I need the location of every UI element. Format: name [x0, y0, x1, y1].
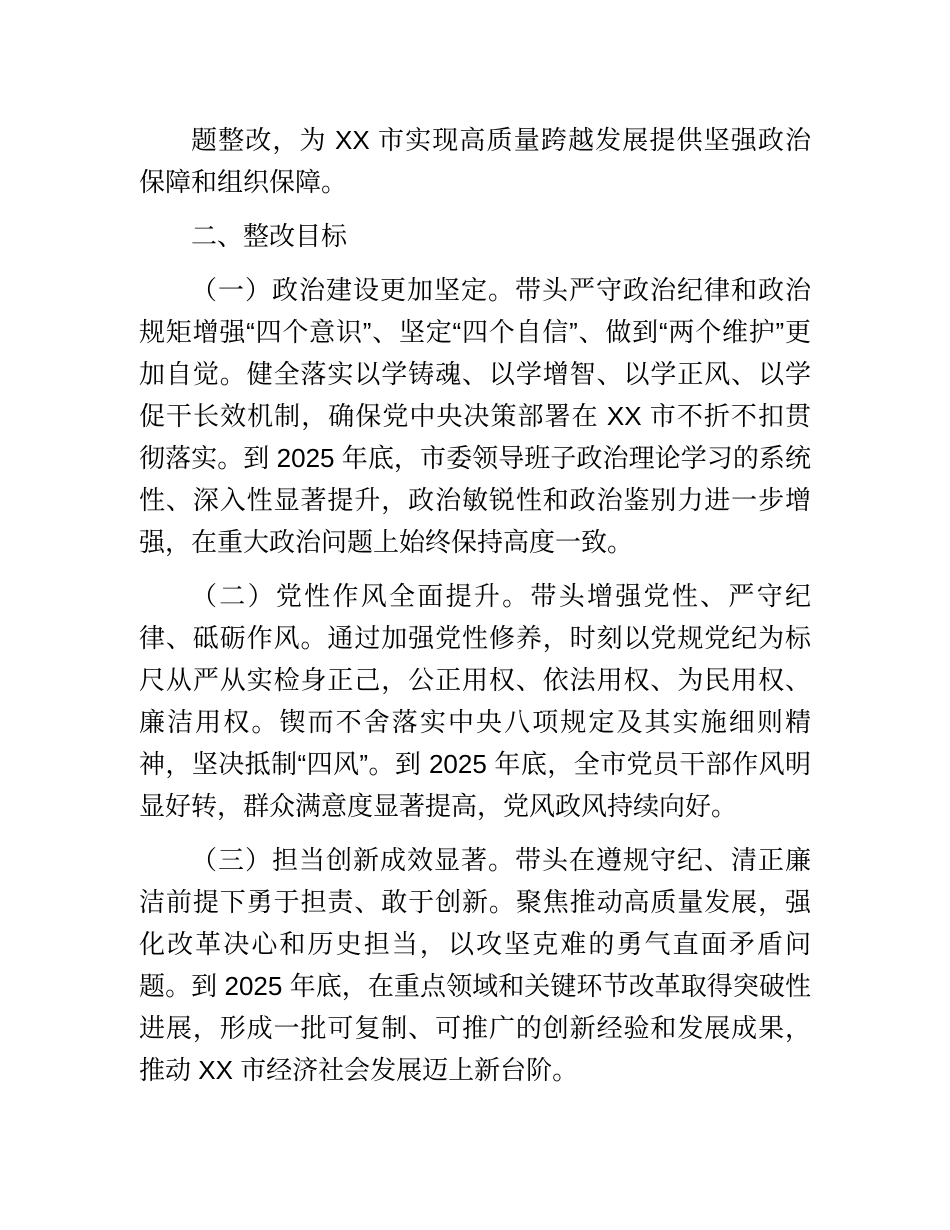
paragraph-continuation: 题整改，为 XX 市实现高质量跨越发展提供坚强政治保障和组织保障。 — [139, 125, 811, 197]
paragraph-goal-party-conduct: （二）党性作风全面提升。带头增强党性、严守纪律、砥砺作风。通过加强党性修养，时刻以党规党纪为标尺从严从实检身正己，公正用权、依法用权、为民用权、廉洁用权。锲而不舍落实中央八项规定及其实施细则精神，坚决抵制“四风”。到 2025 年底，全市党员干部作风明显好转，群众满意度显著提高，党风政风持续向好。 — [139, 581, 811, 821]
paragraph-goal-political-building: （一）政治建设更加坚定。带头严守政治纪律和政治规矩增强“四个意识”、坚定“四个自信”、做到“两个维护”更加自觉。健全落实以学铸魂、以学增智、以学正风、以学促干长效机制，确保党中央决策部署在 XX 市不折不扣贯彻落实。到 2025 年底，市委领导班子政治理论学习的系统性、深入性显著提升，政治敏锐性和政治鉴别力进一步增强，在重大政治问题上始终保持高度一致。 — [139, 275, 811, 557]
section-heading: 二、整改目标 — [191, 221, 348, 251]
document-body — [139, 119, 811, 1103]
paragraph-goal-innovation: （三）担当创新成效显著。带头在遵规守纪、清正廉洁前提下勇于担责、敢于创新。聚焦推动高质量发展，强化改革决心和历史担当，以攻坚克难的勇气直面矛盾问题。到 2025 年底，在重点领域和关键环节改革取得突破性进展，形成一批可复制、可推广的创新经验和发展成果，推动 XX 市经济社会发展迈上新台阶。 — [139, 845, 811, 1085]
